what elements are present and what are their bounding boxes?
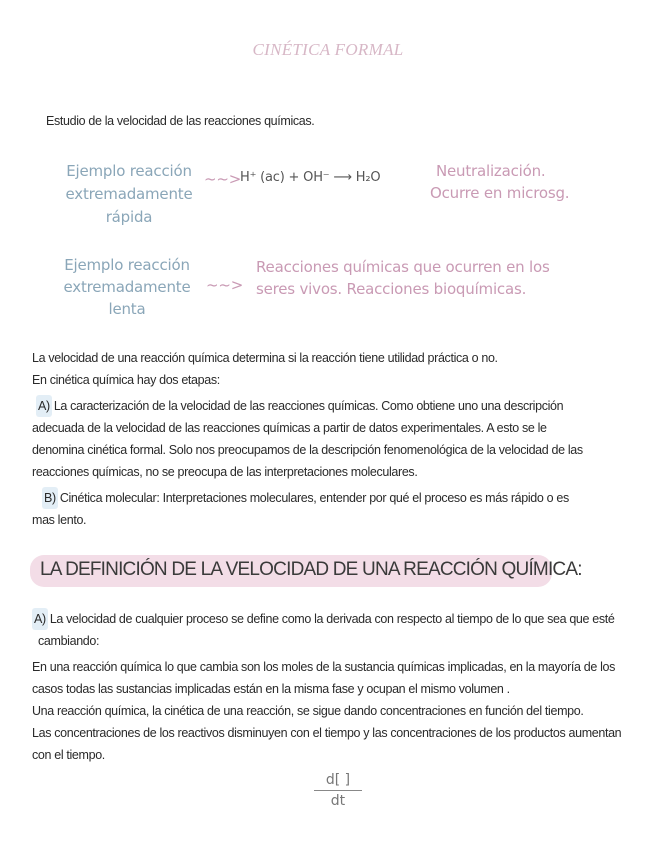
- fast-example-note: Neutralización. Ocurre en microsg.: [430, 162, 570, 202]
- section-heading: LA DEFINICIÓN DE LA VELOCIDAD DE UNA REACCIÓN QUÍMICA:: [40, 559, 582, 580]
- paragraph-concentrations: En una reacción química lo que cambia son los moles de la sustancia químicas implicadas, en la mayoría de los casos todas las sustancias implicadas están en la misma fase y ocupan el mismo volumen . Una reacción química, la cinética de una reacción, se sigue dando concentraciones en función del tiempo. Las concentraciones de los reactivos disminuyen con el tiempo y las concentraciones de los productos aumentan con el tiempo.: [32, 660, 622, 762]
- page-title: CINÉTICA FORMAL: [252, 40, 404, 59]
- neutralization-equation: H⁺ (ac) + OH⁻ ⟶ H₂O: [240, 170, 381, 185]
- stage-a-badge: A): [36, 395, 52, 417]
- stage-a-text: A) La caracterización de la velocidad de las reacciones químicas. Como obtiene uno una descripción adecuada de la velocidad de las reacciones químicas a partir de datos experimentales. A esto se le denomina cinética formal. Solo nos preocupamos de la descripción fenomenológica de la velocidad de las reacciones químicas, no se preocupa de las interpretaciones moleculares.: [32, 395, 583, 483]
- fast-arrow-icon: ~~>: [204, 170, 242, 188]
- paragraph-practical-utility: La velocidad de una reacción química determina si la reacción tiene utilidad práctica o no. En cinética química hay dos etapas:: [32, 351, 498, 387]
- stage-b-badge: B): [42, 487, 58, 509]
- intro-text: Estudio de la velocidad de las reacciones químicas.: [46, 114, 315, 128]
- slow-example-note: Reacciones químicas que ocurren en los seres vivos. Reacciones bioquímicas.: [256, 258, 550, 298]
- fast-example-label: Ejemplo reacción extremadamente rápida: [65, 162, 193, 226]
- slow-arrow-icon: ~~>: [206, 276, 244, 294]
- definition-text: A) La velocidad de cualquier proceso se define como la derivada con respecto al tiempo de lo que sea que esté cambiando:: [32, 608, 615, 652]
- fraction-denominator: dt: [330, 793, 346, 809]
- derivative-fraction: [308, 772, 368, 809]
- fraction-bar: [314, 790, 362, 791]
- stage-b-text: B) Cinética molecular: Interpretaciones moleculares, entender por qué el proceso es más rápido o es mas lento.: [32, 487, 569, 531]
- slow-example-label: Ejemplo reacción extremadamente lenta: [63, 256, 191, 318]
- fraction-numerator: d[ ]: [325, 772, 351, 788]
- definition-badge: A): [32, 608, 48, 630]
